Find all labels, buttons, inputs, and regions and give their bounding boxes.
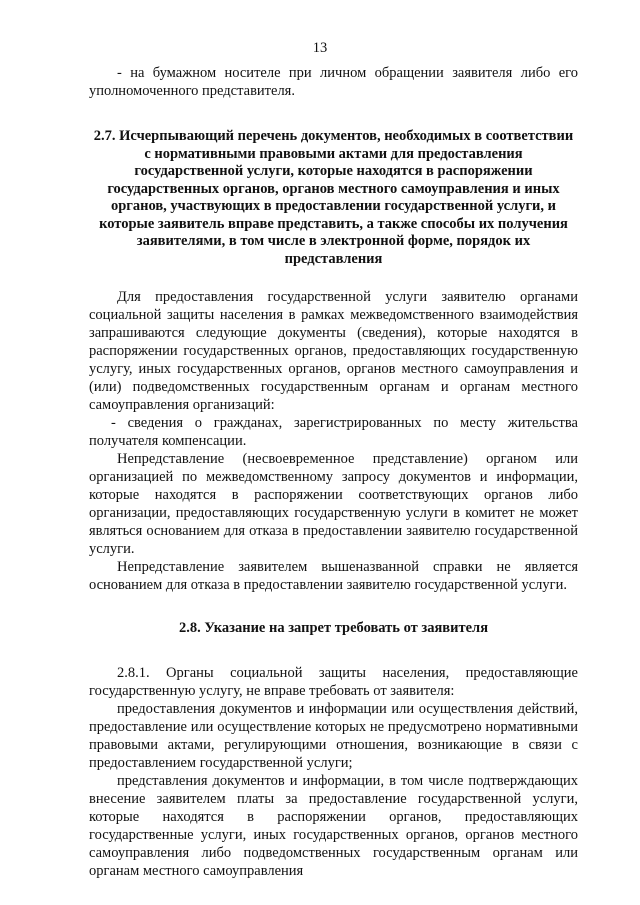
page-number: 13 [312,40,328,56]
section-2-7-paragraph-3: Непредставление (несвоевременное представление) органом или организацией по межведомственному запросу документов и информации, которые находятся в распоряжении соответствующих органов либо организации, предоставляющих государственную услуги в комитет не может являться основанием для отказа в предоставлении заявителю государственной услуги. [89,451,578,557]
section-2-8-paragraph-2: предоставления документов и информации или осуществления действий, предоставление или осуществление которых не предусмотрено нормативными правовыми актами, регулирующими отношения, возникающие в связи с предоставлением государственной услуги; [89,700,578,771]
section-2-8-paragraph-1: 2.8.1. Органы социальной защиты населения, предоставляющие государственную услугу, не вправе требовать от заявителя: [89,664,578,699]
page-content [89,64,578,880]
section-2-7-heading: 2.7. Исчерпывающий перечень документов, необходимых в соответствии с нормативными правовыми актами для предоставления государственной услуги, которые находятся в распоряжении государственных органов, органов местного самоуправления и иных органов, участвующих в предоставлении государственной услуги, и которые заявитель вправе представить, а также способы их получения заявителями, в том числе в электронной форме, порядок их представления [93,128,574,267]
section-2-8-paragraph-3: представления документов и информации, в том числе подтверждающих внесение заявителем платы за предоставление государственной услуги, которые находятся в распоряжении органов, предоставляющих государственные услуги, иных государственных органов, органов местного самоуправления либо подведомственных государственным органам или органам местного самоуправления [89,772,578,879]
intro-paragraph: - на бумажном носителе при личном обращении заявителя либо его уполномоченного представителя. [89,65,578,99]
section-2-7-paragraph-2: - сведения о гражданах, зарегистрированных по месту жительства получателя компенсации. [89,415,578,449]
section-2-8-heading: 2.8. Указание на запрет требовать от заявителя [178,620,489,636]
section-2-7-body [89,288,578,594]
section-2-7-paragraph-4: Непредставление заявителем вышеназванной справки не является основанием для отказа в предоставлении заявителю государственной услуги. [89,559,578,593]
section-2-7-paragraph-1: Для предоставления государственной услуги заявителю органами социальной защиты населения в рамках межведомственного взаимодействия запрашиваются следующие документы (сведения), которые находятся в распоряжении государственных органов, предоставляющих государственную услугу, иных государственных органов, органов местного самоуправления и (или) подведомственных государственным органам и органам местного самоуправления организаций: [89,289,578,413]
section-2-8-body [89,664,578,880]
